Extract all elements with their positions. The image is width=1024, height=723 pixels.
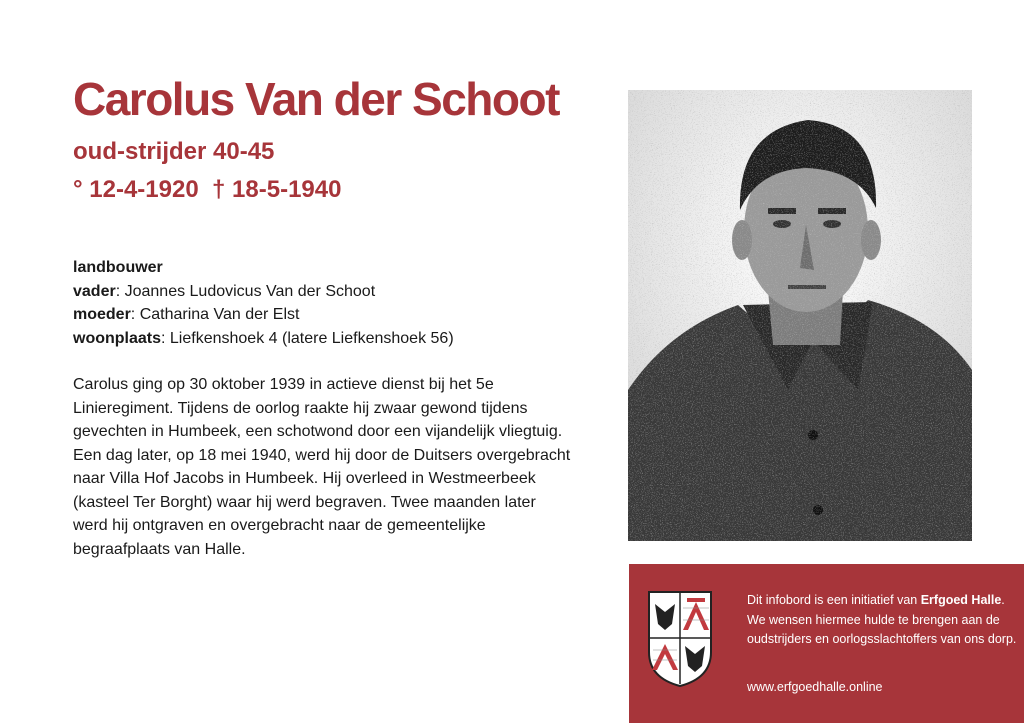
occupation-value: landbouwer <box>73 259 163 276</box>
personal-facts <box>73 256 593 350</box>
website-url: www.erfgoedhalle.online <box>747 680 883 694</box>
portrait-photo <box>628 90 972 541</box>
residence-label: woonplaats <box>73 329 162 347</box>
fact-residence: woonplaats: Liefkenshoek 4 (latere Liefkenshoek 56) <box>73 329 454 347</box>
fact-father: vader: Joannes Ludovicus Van der Schoot <box>73 282 376 300</box>
father-label: vader <box>73 282 116 300</box>
fact-occupation <box>73 256 593 280</box>
mother-value: Catharina Van der Elst <box>139 306 300 323</box>
info-text <box>747 591 1017 650</box>
subtitle-role: oud-strijder 40-45 <box>73 138 275 165</box>
info-line-before: Dit infobord is een initiatief van <box>747 593 918 607</box>
info-panel <box>629 564 1024 723</box>
coat-of-arms-icon <box>647 590 713 688</box>
subtitle-dates: ° 12-4-1920 † 18-5-1940 <box>73 176 342 203</box>
biography <box>73 373 573 561</box>
residence-value: Liefkenshoek 4 (latere Liefkenshoek 56) <box>169 329 454 347</box>
mother-label: moeder <box>73 306 131 323</box>
father-value: Joannes Ludovicus Van der Schoot <box>124 282 376 300</box>
biography-paragraph: Een dag later, op 18 mei 1940, werd hij door de Duitsers overgebracht naar Villa Hof Jacobs in Humbeek. Hij overleed in Westmeerbeek (kasteel Ter Borght) waar hij werd begraven. Twee maanden later werd hij ontgraven en overgebracht naar de gemeentelijke begraafplaats van Halle. <box>73 446 571 558</box>
page-title: Carolus Van der Schoot <box>73 73 559 125</box>
info-org: Erfgoed Halle <box>920 593 1002 607</box>
biography-paragraph: Carolus ging op 30 oktober 1939 in actieve dienst bij het 5e Linieregiment. Tijdens de oorlog raakte hij zwaar gewond tijdens gevechten in Humbeek, een schotwond door een vijandelijk vliegtuig. <box>73 376 563 440</box>
fact-mother: moeder: Catharina Van der Elst <box>73 306 300 323</box>
info-paragraph <box>747 591 1017 650</box>
info-line-after: . We wensen hiermee hulde te brengen aan de oudstrijders en oorlogsslachtoffers van ons dorp. <box>747 593 1017 646</box>
